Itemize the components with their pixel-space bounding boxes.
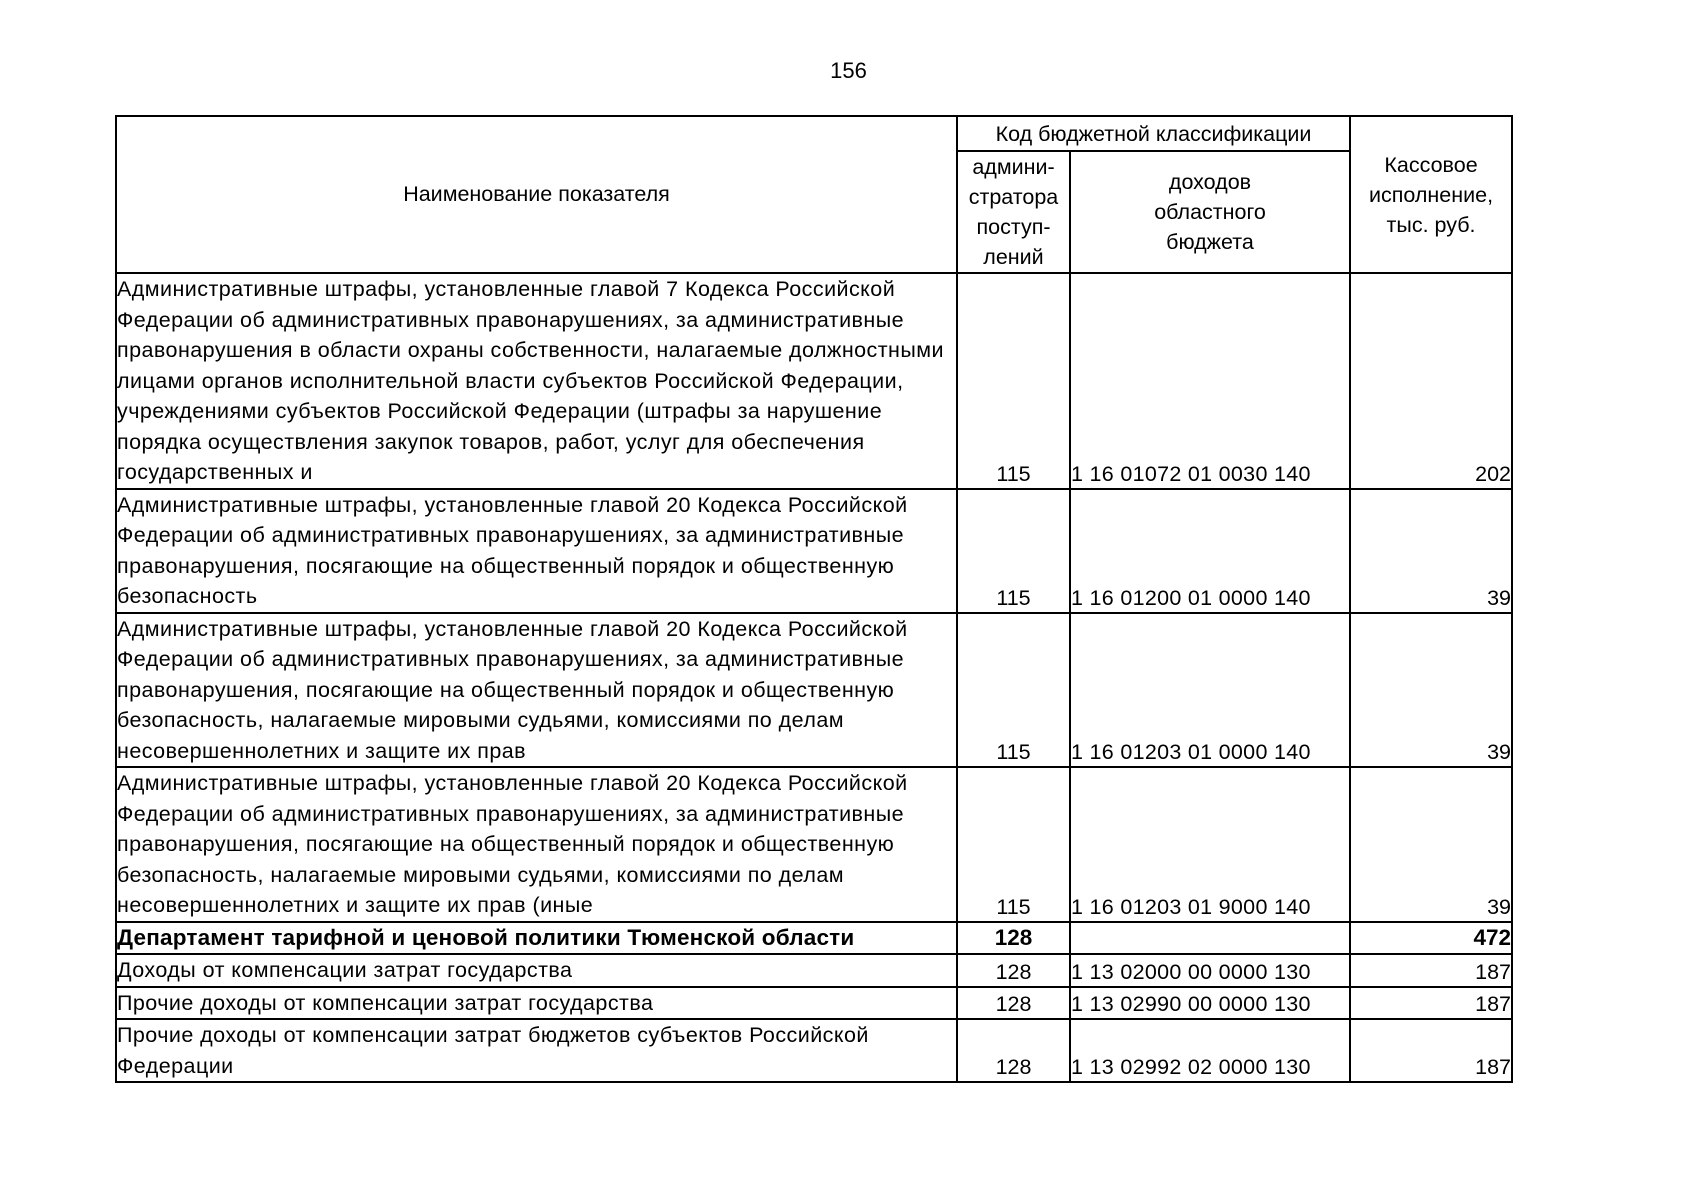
row-admin-code: 128 — [957, 1019, 1070, 1082]
header-income-line: доходов — [1168, 170, 1252, 194]
header-amount-line: тыс. руб. — [1386, 212, 1476, 237]
row-admin-code: 115 — [957, 273, 1070, 489]
header-income-line: областного — [1154, 200, 1266, 224]
row-income-code: 1 13 02000 00 0000 130 — [1070, 954, 1350, 987]
row-income-code: 1 16 01072 01 0030 140 — [1070, 273, 1350, 489]
row-income-code: 1 16 01200 01 0000 140 — [1070, 489, 1350, 613]
row-income-code: 1 13 02992 02 0000 130 — [1070, 1019, 1350, 1082]
header-admin-line: поступ- — [976, 215, 1051, 239]
row-name: Административные штрафы, установленные главой 20 Кодекса Российской Федерации об административных правонарушениях, за административные правонарушения, посягающие на общественный порядок и общественную безопасность, налагаемые мировыми судьями, комиссиями по делам несовершеннолетних и защите их прав (иные — [116, 767, 957, 922]
header-admin-line: стратора — [968, 185, 1059, 209]
row-name: Административные штрафы, установленные главой 7 Кодекса Российской Федерации об административных правонарушениях, за административные правонарушения в области охраны собственности, налагаемые должностными лицами органов исполнительной власти субъектов Российской Федерации, учреждениями субъектов Российской Федерации (штрафы за нарушение порядка осуществления закупок товаров, работ, услуг для обеспечения государственных и — [116, 273, 957, 489]
row-admin-code: 115 — [957, 613, 1070, 768]
header-amount-line: исполнение, — [1368, 182, 1494, 207]
row-admin-code: 115 — [957, 767, 1070, 922]
row-name: Департамент тарифной и ценовой политики Тюменской области — [116, 922, 957, 955]
row-amount: 187 — [1350, 1019, 1512, 1082]
header-code-group: Код бюджетной классификации — [957, 116, 1350, 151]
row-name: Административные штрафы, установленные главой 20 Кодекса Российской Федерации об административных правонарушениях, за административные правонарушения, посягающие на общественный порядок и общественную безопасность — [116, 489, 957, 613]
header-income — [1070, 151, 1350, 273]
header-admin-line: админи- — [972, 155, 1055, 179]
row-admin-code: 128 — [957, 954, 1070, 987]
budget-table — [115, 115, 1513, 1083]
table-body — [116, 273, 1512, 1082]
row-name: Прочие доходы от компенсации затрат государства — [116, 987, 957, 1020]
header-income-line: бюджета — [1166, 230, 1254, 254]
header-name: Наименование показателя — [116, 116, 957, 273]
row-income-code: 1 16 01203 01 0000 140 — [1070, 613, 1350, 768]
row-amount: 187 — [1350, 954, 1512, 987]
table-header — [116, 116, 1512, 273]
row-name: Доходы от компенсации затрат государства — [116, 954, 957, 987]
table-row-department — [116, 922, 1512, 955]
header-admin-line: лений — [983, 245, 1044, 269]
row-income-code: 1 16 01203 01 9000 140 — [1070, 767, 1350, 922]
table-row — [116, 273, 1512, 489]
row-name: Административные штрафы, установленные главой 20 Кодекса Российской Федерации об административных правонарушениях, за административные правонарушения, посягающие на общественный порядок и общественную безопасность, налагаемые мировыми судьями, комиссиями по делам несовершеннолетних и защите их прав — [116, 613, 957, 768]
header-admin — [957, 151, 1070, 273]
table-row — [116, 954, 1512, 987]
row-admin-code: 115 — [957, 489, 1070, 613]
page-number: 156 — [830, 58, 867, 83]
row-amount: 39 — [1350, 613, 1512, 768]
table-row — [116, 1019, 1512, 1082]
row-admin-code: 128 — [957, 922, 1070, 955]
table-row — [116, 613, 1512, 768]
row-income-code: 1 13 02990 00 0000 130 — [1070, 987, 1350, 1020]
table-row — [116, 489, 1512, 613]
row-admin-code: 128 — [957, 987, 1070, 1020]
header-amount-line: Кассовое — [1384, 152, 1478, 177]
table-row — [116, 767, 1512, 922]
table-row — [116, 987, 1512, 1020]
row-income-code — [1070, 922, 1350, 955]
row-amount: 39 — [1350, 767, 1512, 922]
row-name: Прочие доходы от компенсации затрат бюджетов субъектов Российской Федерации — [116, 1019, 957, 1082]
row-amount: 202 — [1350, 273, 1512, 489]
row-amount: 39 — [1350, 489, 1512, 613]
row-amount: 472 — [1350, 922, 1512, 955]
header-amount — [1350, 116, 1512, 273]
row-amount: 187 — [1350, 987, 1512, 1020]
